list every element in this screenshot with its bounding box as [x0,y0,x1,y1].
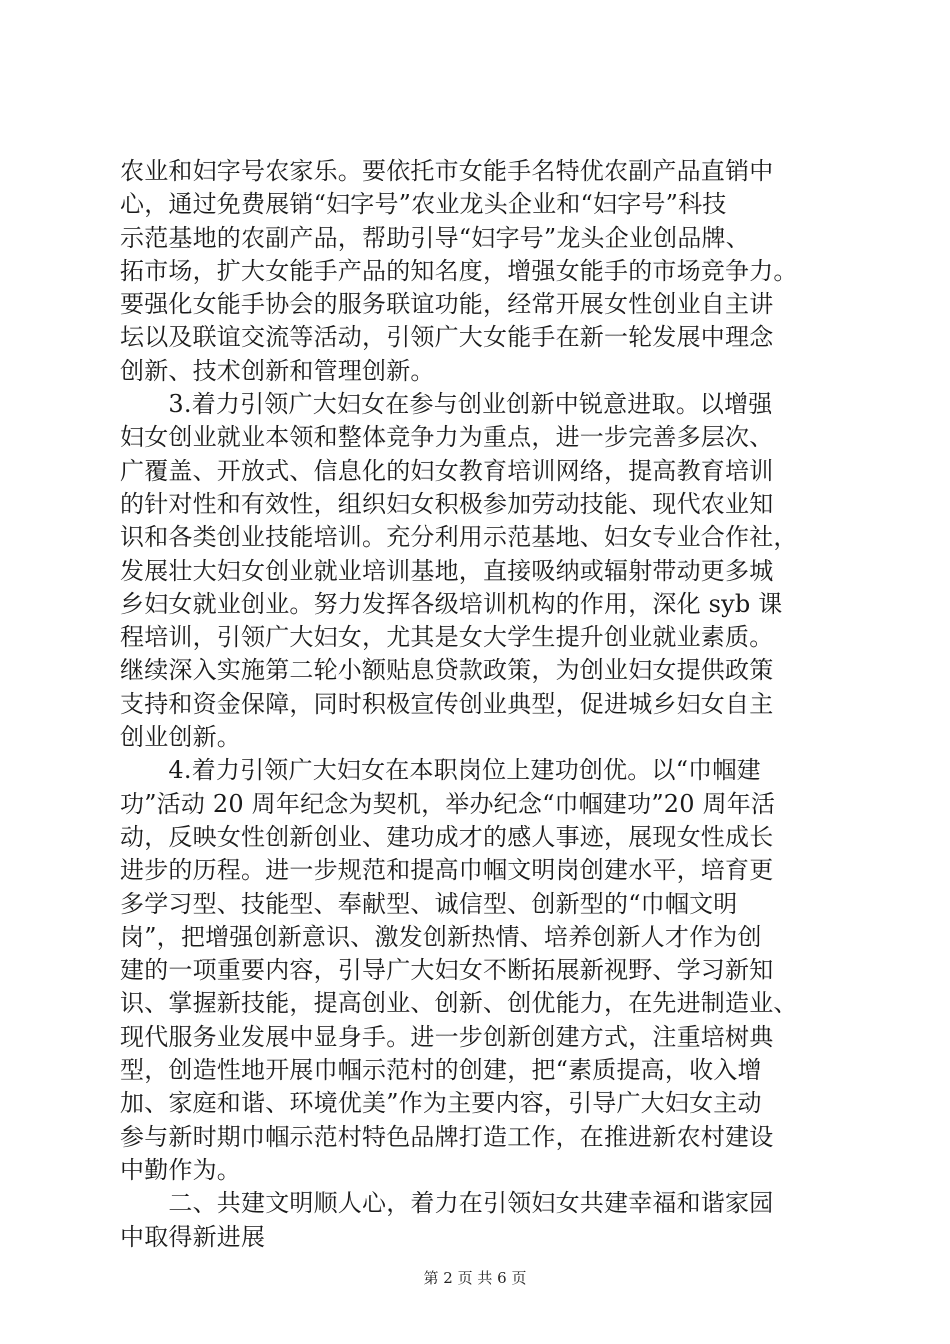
text-line: 岗”，把增强创新意识、激发创新热情、培养创新人才作为创 [120,922,762,951]
text-line: 示范基地的农副产品，帮助引导“妇字号”龙头企业创品牌、 [120,223,750,252]
text-line: 加、家庭和谐、环境优美”作为主要内容，引导广大妇女主动 [120,1089,762,1118]
page-footer: 第 2 页 共 6 页 [423,1269,527,1287]
text-line: 参与新时期巾帼示范村特色品牌打造工作，在推进新农村建设 [120,1122,774,1151]
text-line: 农业和妇字号农家乐。要依托市女能手名特优农副产品直销中 [120,157,774,185]
text-line: 妇女创业就业本领和整体竞争力为重点，进一步完善多层次、 [120,423,774,452]
text-line: 心，通过免费展销“妇字号”农业龙头企业和“妇字号”科技 [120,190,727,219]
text-line: 支持和资金保障，同时积极宣传创业典型，促进城乡妇女自主 [120,689,774,718]
text-line: 进步的历程。进一步规范和提高巾帼文明岗创建水平，培育更 [120,856,774,885]
text-line: 程培训，引领广大妇女，尤其是女大学生提升创业就业素质。 [120,623,774,652]
text-line: 3.着力引领广大妇女在参与创业创新中锐意进取。以增强 [120,390,773,419]
text-line: 多学习型、技能型、奉献型、诚信型、创新型的“巾帼文明 [120,889,738,918]
text-line: 创新、技术创新和管理创新。 [120,356,435,385]
text-line: 坛以及联谊交流等活动，引领广大女能手在新一轮发展中理念 [120,323,774,352]
text-line: 发展壮大妇女创业就业培训基地，直接吸纳或辐射带动更多城 [120,556,774,585]
text-line: 拓市场，扩大女能手产品的知名度，增强女能手的市场竞争力。 [120,256,798,285]
text-line: 建的一项重要内容，引导广大妇女不断拓展新视野、学习新知 [120,956,774,985]
text-line: 二、共建文明顺人心，着力在引领妇女共建幸福和谐家园 [120,1189,774,1218]
text-line: 继续深入实施第二轮小额贴息贷款政策，为创业妇女提供政策 [120,656,774,685]
text-line: 识和各类创业技能培训。充分利用示范基地、妇女专业合作社， [120,523,798,552]
text-line: 4.着力引领广大妇女在本职岗位上建功创优。以“巾帼建 [120,756,761,785]
text-line: 识、掌握新技能，提高创业、创新、创优能力，在先进制造业、 [120,989,798,1018]
text-line: 创业创新。 [120,723,241,752]
text-line: 要强化女能手协会的服务联谊功能，经常开展女性创业自主讲 [120,290,774,319]
text-line: 中取得新进展 [120,1222,266,1251]
text-line: 的针对性和有效性，组织妇女积极参加劳动技能、现代农业知 [120,489,774,518]
text-line: 乡妇女就业创业。努力发挥各级培训机构的作用，深化 syb 课 [120,589,783,618]
text-line: 广覆盖、开放式、信息化的妇女教育培训网络，提高教育培训 [120,456,774,485]
text-line: 型，创造性地开展巾帼示范村的创建，把“素质提高，收入增 [120,1056,762,1085]
text-line: 动，反映女性创新创业、建功成才的感人事迹，展现女性成长 [120,822,774,851]
text-line: 中勤作为。 [120,1155,241,1184]
text-line: 功”活动 20 周年纪念为契机，举办纪念“巾帼建功”20 周年活 [120,789,776,818]
document-body [120,155,850,1254]
text-line: 现代服务业发展中显身手。进一步创新创建方式，注重培树典 [120,1022,774,1051]
